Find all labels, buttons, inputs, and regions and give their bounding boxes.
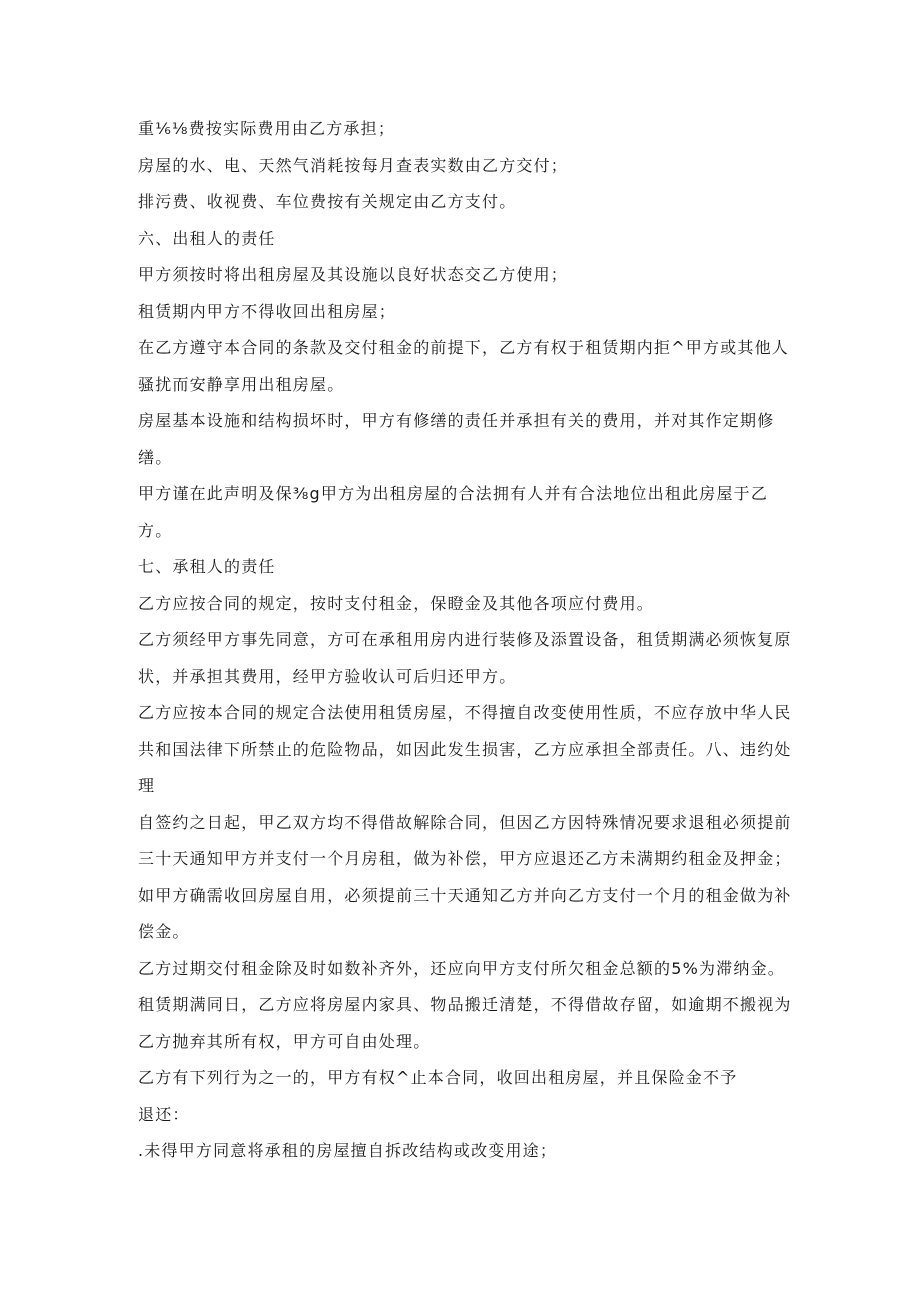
text-line: 乙方应按合同的规定，按时支付租金，保瞪金及其他各项应付费用。 [138,593,655,613]
document-body [138,111,798,1170]
text-line: 偿金。 [138,922,190,941]
text-line: 甲方谨在此声明及保⅜g甲方为出租房屋的合法拥有人并有合法地位出租此房屋于乙 [138,484,769,503]
text-line: 方。 [138,520,173,540]
text-line: 乙方须经甲方事先同意，方可在承租用房内进行装修及添置设备，租赁期满必须恢复原 [138,630,792,649]
text-line: 理 [138,776,156,795]
text-line: 骚扰而安静享用出租房屋。 [138,374,345,394]
text-line: 共和国法律下所禁止的危险物品，如因此发生损害，乙方应承担全部责任。八、违约处 [138,739,792,759]
text-line: 在乙方遵守本合同的条款及交付租金的前提下，乙方有权于租赁期内拒^甲方或其他人 [138,338,790,357]
text-line: 退还： [138,1104,190,1124]
text-line: 乙方应按本合同的规定合法使用租赁房屋，不得擅自改变使用性质，不应存放中华人民 [138,703,792,722]
text-line: 缮。 [138,447,173,467]
text-line: 乙方过期交付租金除及时如数补齐外，还应向甲方支付所欠租金总额的5%为滞纳金。 [138,958,785,978]
text-line: 房屋的水、电、天然气消耗按每月查表实数由乙方交付； [138,155,569,175]
section-heading: 六、出租人的责任 [138,228,276,248]
text-line: 排污费、收视费、车位费按有关规定由乙方支付。 [138,192,517,211]
text-line: 自签约之日起，甲乙双方均不得借故解除合同，但因乙方因特殊情况要求退租必须提前 [138,812,792,832]
text-line: 三十天通知甲方并支付一个月房租，做为补偿，甲方应退还乙方未满期约租金及押金； [138,849,792,868]
text-line: 乙方抛弃其所有权，甲方可自由处理。 [138,1031,431,1051]
text-line: 乙方有下列行为之一的，甲方有权^止本合同，收回出租房屋，并且保险金不予 [138,1068,738,1087]
text-line: 重⅙⅛费按实际费用由乙方承担； [138,119,396,138]
section-heading: 七、承租人的责任 [138,557,276,576]
text-line: 租赁期满同日，乙方应将房屋内家具、物品搬迁清楚，不得借故存留，如逾期不搬视为 [138,995,792,1014]
text-line: 租赁期内甲方不得收回出租房屋； [138,301,397,321]
text-line: 状，并承担其费用，经甲方验收认可后归还甲方。 [138,666,517,686]
text-line: .未得甲方同意将承租的房屋擅自拆改结构或改变用途； [138,1141,558,1160]
text-line: 如甲方确需收回房屋自用，必须提前三十天通知乙方并向乙方支付一个月的租金做为补 [138,885,792,905]
text-line: 房屋基本设施和结构损坏时，甲方有修缮的责任并承担有关的费用，并对其作定期修 [138,411,775,430]
text-line: 甲方须按时将出租房屋及其设施以良好状态交乙方使用； [138,265,569,284]
